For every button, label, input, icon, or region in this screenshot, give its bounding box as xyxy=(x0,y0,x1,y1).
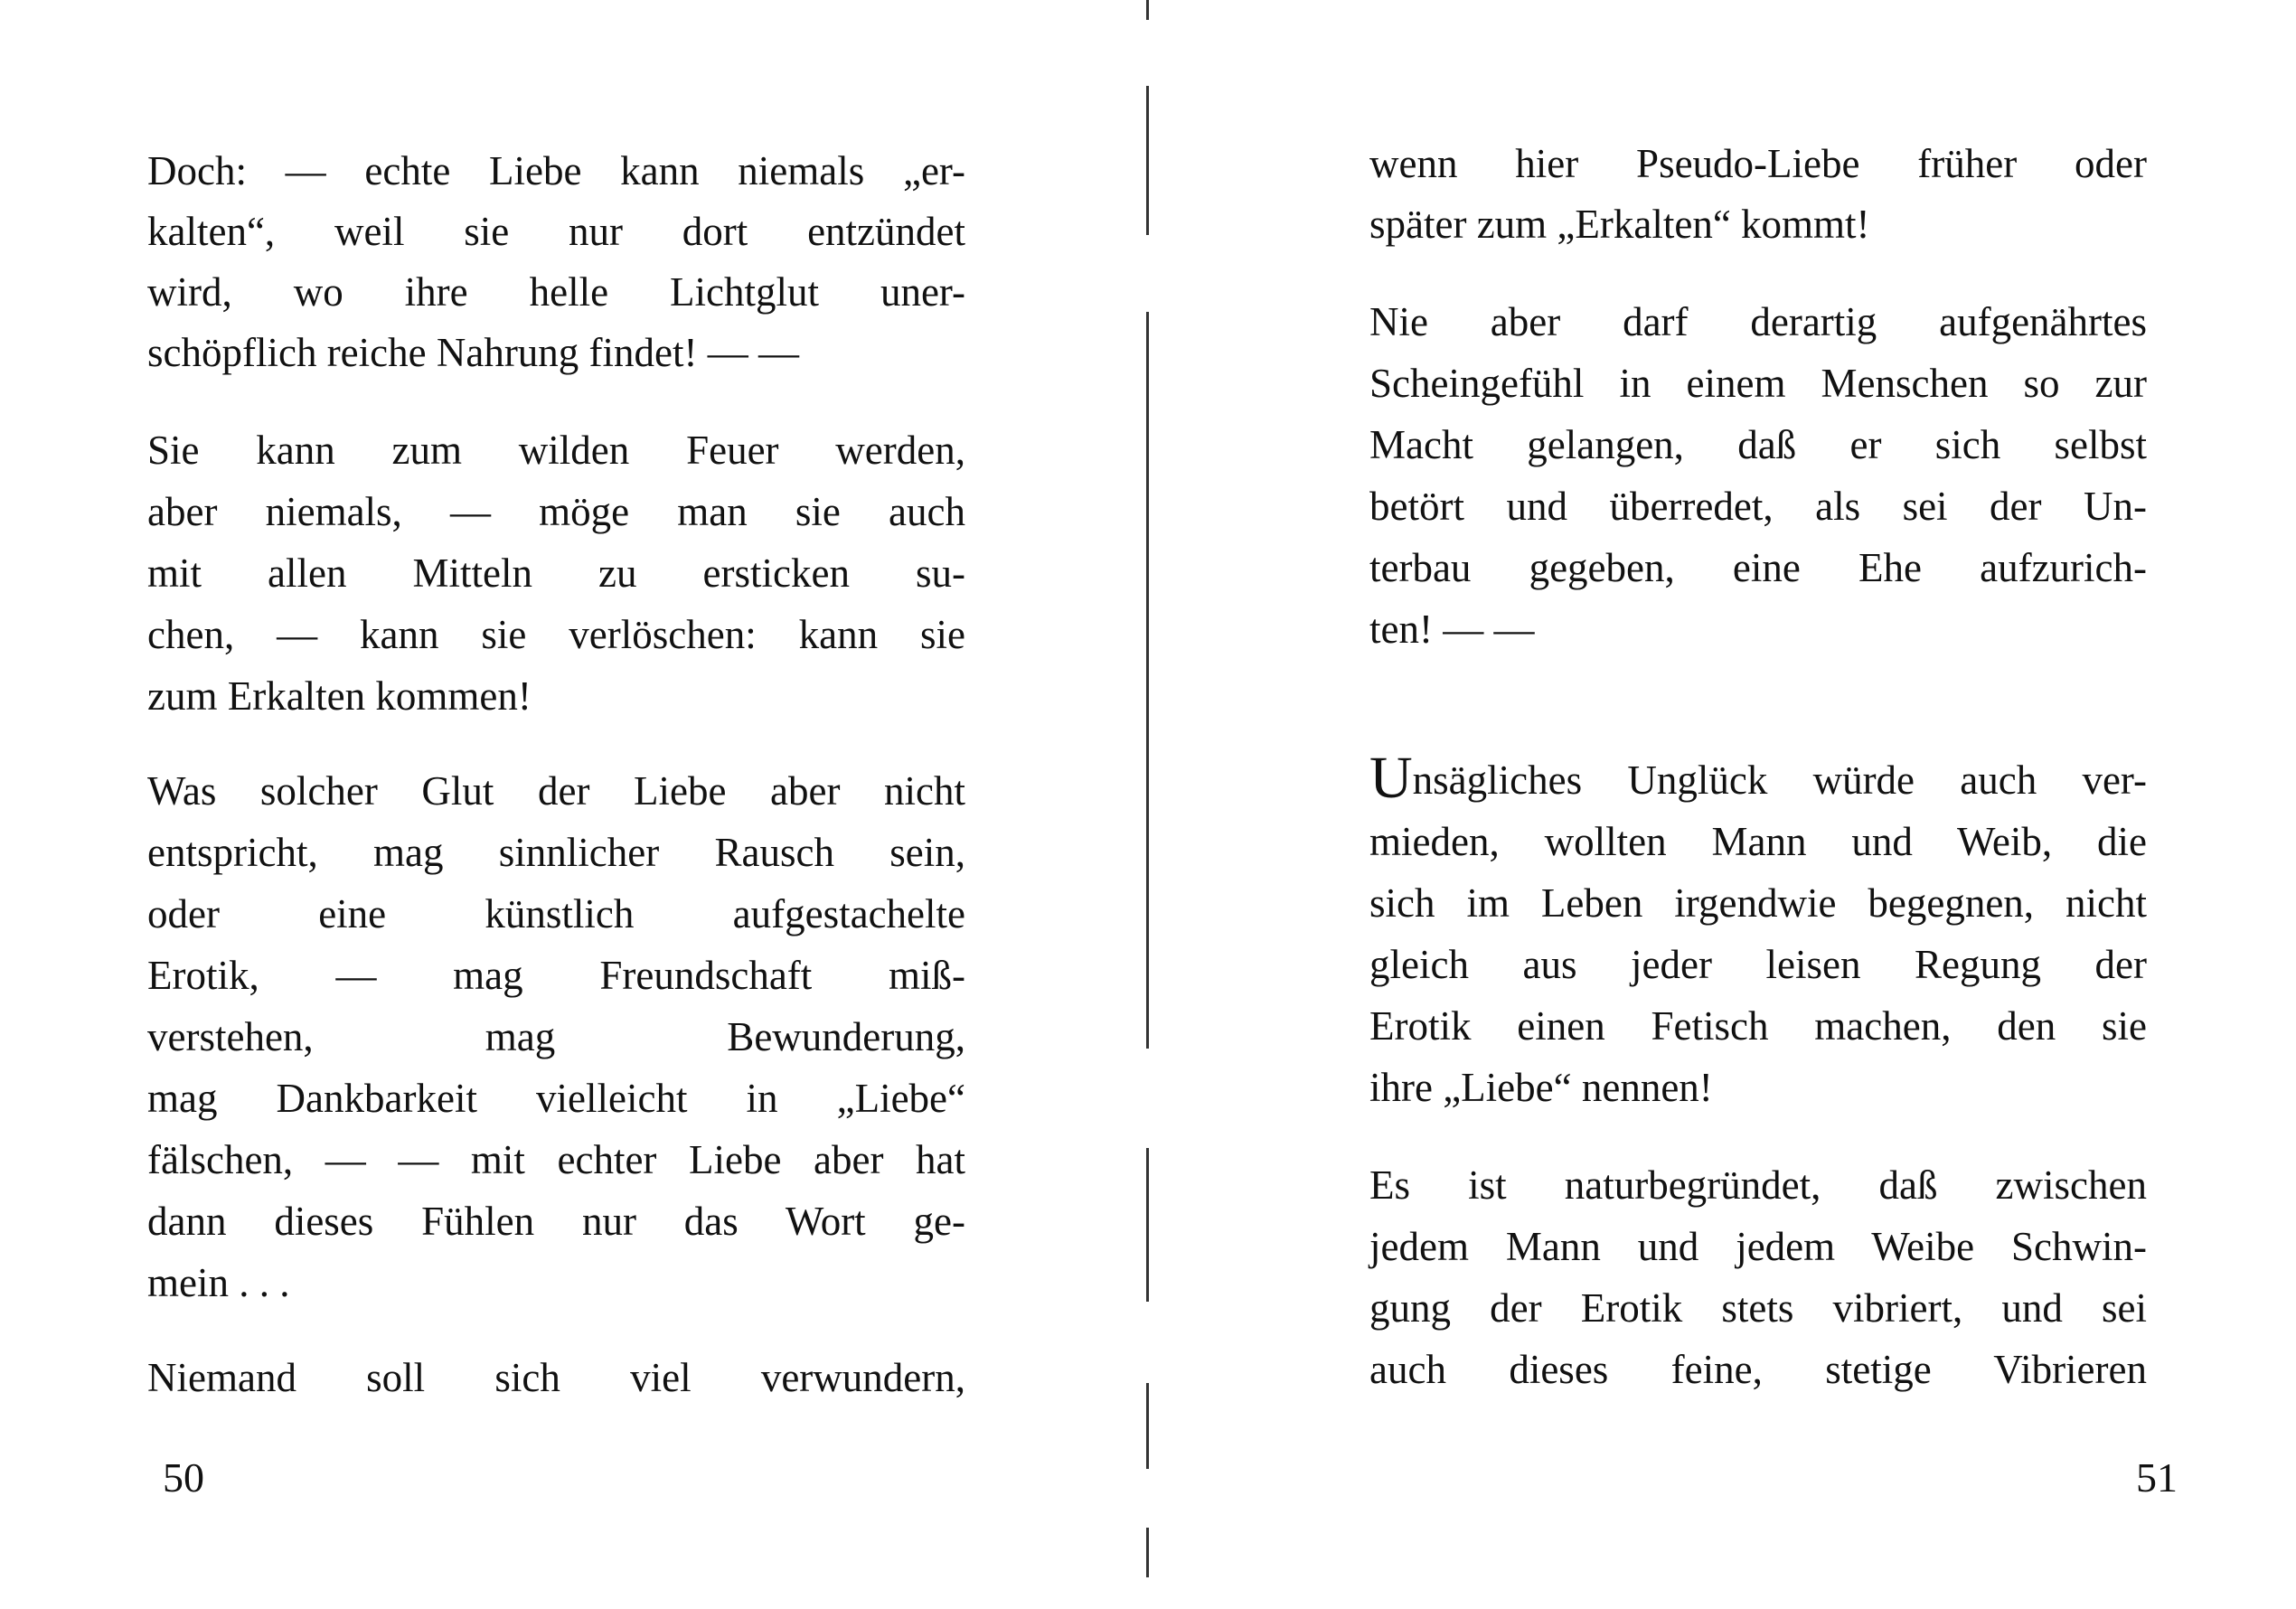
page-number: 50 xyxy=(163,1454,204,1501)
text-line: jedem Mann und jedem Weibe Schwin- xyxy=(1369,1224,2147,1269)
drop-initial: U xyxy=(1369,745,1413,811)
text-line-rest: nsägliches Unglück würde auch ver- xyxy=(1412,757,2147,803)
text-line: Es ist naturbegründet, daß zwischen xyxy=(1369,1162,2147,1208)
text-line: verstehen, mag Bewunderung, xyxy=(147,1014,965,1059)
text-line: schöpflich reiche Nahrung findet! — — xyxy=(147,330,800,375)
text-line: ihre „Liebe“ nennen! xyxy=(1369,1065,1713,1110)
text-line: Doch: — echte Liebe kann niemals „er- xyxy=(147,148,965,193)
text-line: auch dieses feine, stetige Vibrieren xyxy=(1369,1347,2147,1392)
text-line: fälschen, — — mit echter Liebe aber hat xyxy=(147,1137,965,1182)
text-line: Was solcher Glut der Liebe aber nicht xyxy=(147,768,965,814)
right-page xyxy=(1148,0,2296,1609)
page-number: 51 xyxy=(2136,1454,2178,1501)
text-line: terbau gegeben, eine Ehe aufzurich- xyxy=(1369,545,2147,590)
text-line: dann dieses Fühlen nur das Wort ge- xyxy=(147,1199,965,1244)
text-line: kalten“, weil sie nur dort entzündet xyxy=(147,209,965,254)
text-line: wenn hier Pseudo-Liebe früher oder xyxy=(1369,141,2147,186)
text-line xyxy=(1369,745,2147,811)
text-line: aber niemals, — möge man sie auch xyxy=(147,489,965,534)
text-line: entspricht, mag sinnlicher Rausch sein, xyxy=(147,830,965,875)
text-line: Erotik, — mag Freundschaft miß- xyxy=(147,953,965,998)
text-line: gleich aus jeder leisen Regung der xyxy=(1369,942,2147,987)
text-line: Erotik einen Fetisch machen, den sie xyxy=(1369,1003,2147,1049)
text-line: Nie aber darf derartig aufgenährtes xyxy=(1369,299,2147,344)
text-line: zum Erkalten kommen! xyxy=(147,673,532,719)
text-line: gung der Erotik stets vibriert, und sei xyxy=(1369,1285,2147,1331)
text-line: oder eine künstlich aufgestachelte xyxy=(147,891,965,936)
text-line: Macht gelangen, daß er sich selbst xyxy=(1369,422,2147,467)
text-line: mit allen Mitteln zu ersticken su- xyxy=(147,550,965,596)
text-line: ten! — — xyxy=(1369,607,1535,652)
text-line: mein . . . xyxy=(147,1260,290,1305)
text-line: mag Dankbarkeit vielleicht in „Liebe“ xyxy=(147,1076,965,1121)
text-line: Sie kann zum wilden Feuer werden, xyxy=(147,428,965,473)
text-line: Niemand soll sich viel verwundern, xyxy=(147,1355,965,1400)
text-line: sich im Leben irgendwie begegnen, nicht xyxy=(1369,880,2147,926)
text-line: Scheingefühl in einem Menschen so zur xyxy=(1369,361,2147,406)
text-line: wird, wo ihre helle Lichtglut uner- xyxy=(147,269,965,315)
text-line: später zum „Erkalten“ kommt! xyxy=(1369,202,1870,247)
text-line: chen, — kann sie verlöschen: kann sie xyxy=(147,612,965,657)
text-line: betört und überredet, als sei der Un- xyxy=(1369,484,2147,529)
text-line: mieden, wollten Mann und Weib, die xyxy=(1369,819,2147,864)
